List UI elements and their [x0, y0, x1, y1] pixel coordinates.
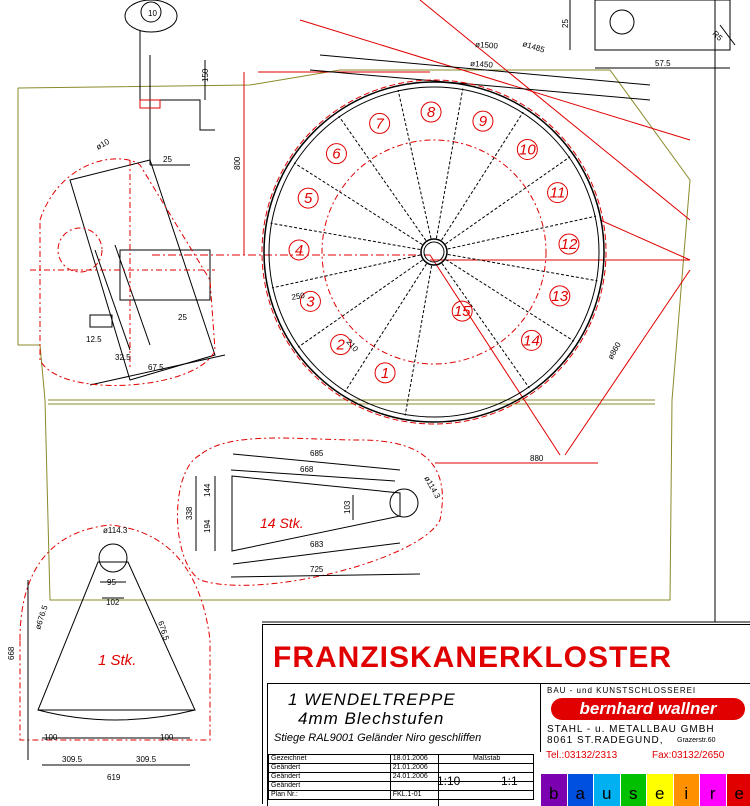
revision-label: Geändert [269, 782, 391, 791]
title-block [262, 624, 750, 804]
color-stripe [726, 774, 750, 806]
company-block [540, 684, 750, 752]
scale-box [438, 754, 541, 806]
step-number: 15 [454, 303, 471, 320]
small-detail [570, 0, 735, 68]
step-line [272, 255, 420, 288]
revision-label: Geändert [269, 764, 391, 773]
revision-date: 24.01.2006 [390, 773, 533, 782]
dim-880: 880 [530, 454, 544, 463]
dim-103: 103 [343, 500, 352, 514]
stripe-letter: r [700, 784, 726, 804]
revision-date: FKL.1-01 [390, 791, 533, 800]
dim-r5: R5 [711, 29, 725, 43]
dim-dia-860: ø860 [606, 340, 623, 361]
company-street: Grazerstr.60 [677, 737, 716, 744]
step-number: 5 [304, 190, 313, 207]
step-number: 13 [551, 288, 568, 305]
step-line [436, 89, 462, 239]
stripe-letter: b [541, 784, 567, 804]
color-stripe [699, 774, 726, 806]
dim-67-5: 67.5 [148, 363, 164, 372]
company-fax: Fax:03132/2650 [652, 750, 724, 761]
description-line-1: 1 WENDELTREPPE [288, 690, 456, 710]
step-number: 2 [335, 337, 345, 354]
revision-label: Gezeichnet [269, 755, 391, 764]
dim-309-5-b: 309.5 [136, 755, 157, 764]
dim-dia-114-3-b: ø114.3 [103, 526, 128, 535]
scale-label: Maßstab [473, 755, 500, 762]
company-tel: Tel.:03132/2313 [546, 750, 617, 761]
step-number: 7 [375, 115, 384, 132]
dim-668: 668 [300, 465, 314, 474]
landing-segment [20, 525, 210, 765]
stripe-letter: u [594, 784, 620, 804]
revision-label: Geändert [269, 773, 391, 782]
step-lines [271, 89, 598, 416]
stripe-letter: a [568, 784, 594, 804]
sheet-outline [18, 70, 690, 600]
dim-100-a: 100 [44, 733, 58, 742]
step-number: 4 [295, 242, 303, 259]
color-stripe [620, 774, 647, 806]
step-number: 11 [550, 185, 566, 202]
dim-619: 619 [107, 773, 121, 782]
dim-150: 150 [201, 68, 210, 82]
revision-label: Plan Nr.: [269, 791, 391, 800]
step-number: 8 [427, 104, 436, 121]
step-number: 3 [306, 293, 315, 310]
dim-dia-676-5: ø676.5 [33, 604, 49, 631]
dim-676-5: 676.5 [156, 620, 171, 642]
step-number: 14 [523, 332, 540, 349]
revision-date: 21.01.2006 [390, 764, 533, 773]
qty-14-label: 14 Stk. [260, 515, 304, 531]
color-stripes [540, 774, 750, 806]
stripe-letter: e [647, 784, 673, 804]
dim-dia-1450: ø1450 [470, 59, 494, 70]
step-line [448, 254, 598, 280]
dim-800: 800 [233, 156, 242, 170]
step-template-14 [178, 438, 443, 585]
step-line [271, 223, 421, 249]
dim-25-side: 25 [178, 313, 187, 322]
dim-12-5: 12.5 [86, 335, 102, 344]
dim-top-10: 10 [148, 9, 157, 18]
dim-668-b: 668 [7, 646, 16, 660]
color-stripe [567, 774, 594, 806]
dim-338: 338 [185, 506, 194, 520]
scale-value-b: 1:1 [501, 774, 518, 788]
company-top-line: BAU - und KUNSTSCHLOSSEREI [547, 686, 696, 695]
color-stripe [646, 774, 673, 806]
stripe-letter: e [727, 784, 750, 804]
dim-dia-10: ø10 [95, 137, 112, 152]
company-line-1: STAHL - u. METALLBAU GMBH [547, 724, 715, 735]
step-number: 1 [381, 365, 389, 382]
dim-144: 144 [203, 483, 212, 497]
dim-309-5-a: 309.5 [62, 755, 83, 764]
stripe-letter: s [621, 784, 647, 804]
dim-100-b: 100 [160, 733, 174, 742]
step-line [442, 263, 529, 388]
step-number: 9 [479, 113, 488, 130]
dim-dia-114-3-a: ø114.3 [422, 475, 442, 501]
dim-194: 194 [203, 519, 212, 533]
info-box [267, 683, 750, 806]
scale-value-a: 1:10 [437, 774, 460, 788]
dim-95: 95 [107, 578, 116, 587]
step-line [339, 116, 426, 241]
dim-685: 685 [310, 449, 324, 458]
dim-57-5: 57.5 [655, 59, 671, 68]
project-title: FRANZISKANERKLOSTER [273, 641, 672, 675]
company-line-2: 8061 ST.RADEGUND, [547, 735, 663, 746]
dim-25-top: 25 [163, 155, 172, 164]
bracket-detail [70, 160, 225, 385]
color-stripe [673, 774, 700, 806]
dim-25-detail: 25 [561, 19, 570, 28]
description-line-2: 4mm Blechstufen [298, 709, 444, 729]
description-line-3: Stiege RAL9001 Geländer Niro geschliffen [274, 732, 481, 744]
dim-683: 683 [310, 540, 324, 549]
step-line [294, 163, 422, 245]
dim-102: 102 [106, 598, 120, 607]
step-number: 6 [332, 146, 341, 163]
stair-plan [152, 0, 690, 463]
step-number: 12 [561, 236, 578, 253]
step-line [298, 260, 423, 347]
step-number: 10 [519, 141, 536, 158]
revision-date: 18.01.2006 [390, 755, 533, 764]
color-stripe [593, 774, 620, 806]
dim-250: 250 [291, 291, 306, 302]
step-line [405, 266, 431, 416]
dim-725: 725 [310, 565, 324, 574]
dim-dia-1500: ø1500 [475, 40, 499, 51]
stripe-letter: i [674, 784, 700, 804]
dim-32-5: 32.5 [115, 353, 131, 362]
company-logo: bernhard wallner [551, 698, 745, 720]
color-stripe [540, 774, 567, 806]
dim-210: 210 [344, 338, 360, 354]
dim-dia-1485: ø1485 [521, 39, 546, 54]
qty-1-label: 1 Stk. [98, 652, 136, 669]
